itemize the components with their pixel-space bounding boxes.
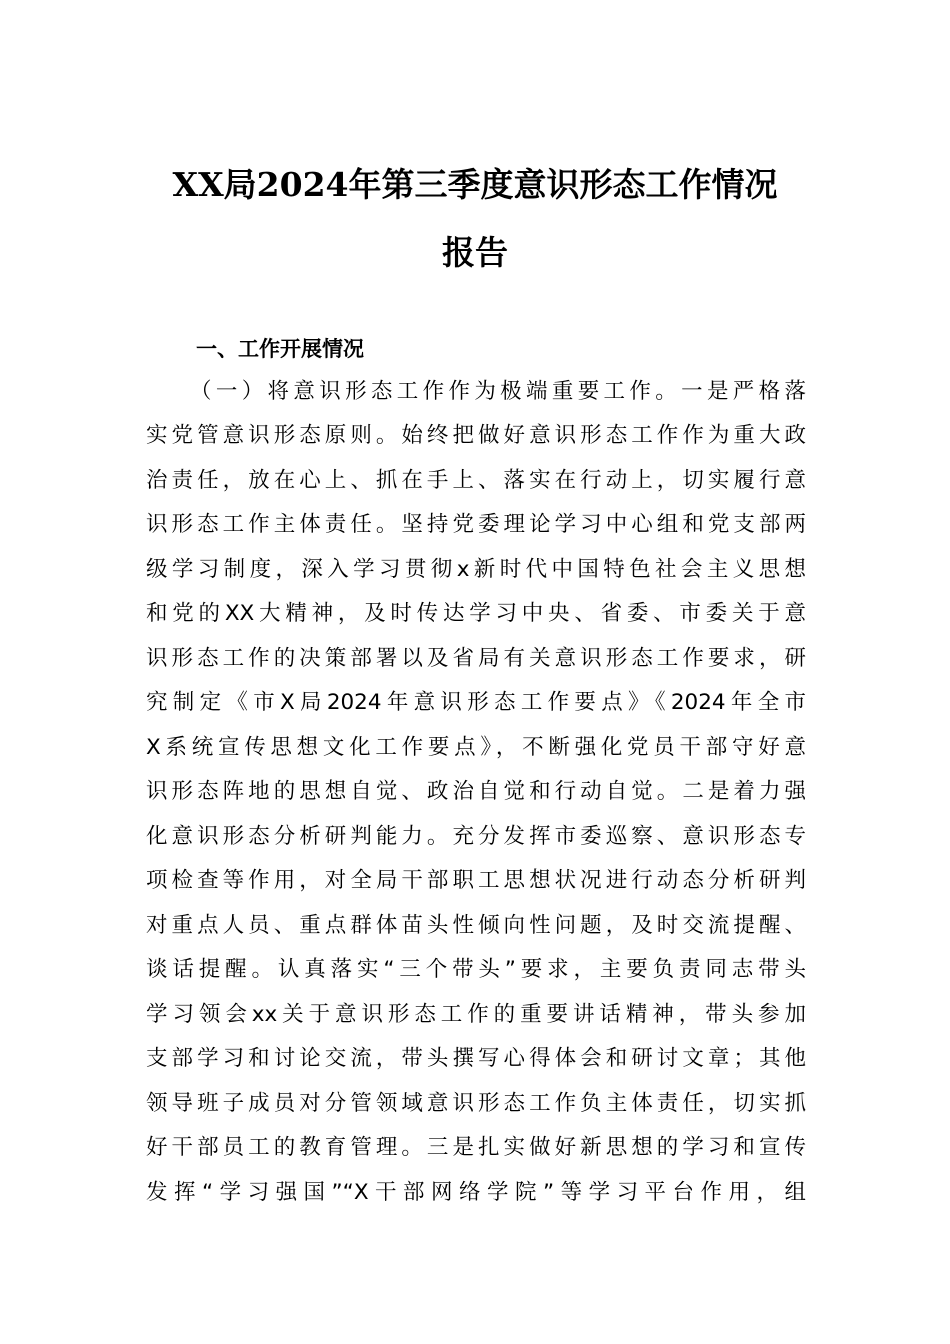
- body-line: 级学习制度，深入学习贯彻x新时代中国特色社会主义思想: [146, 557, 806, 582]
- body-line: 领导班子成员对分管领域意识形态工作负主体责任，切实抓: [146, 1091, 806, 1116]
- body-line: 学习领会xx关于意识形态工作的重要讲话精神，带头参加: [146, 1002, 806, 1027]
- body-line: 支部学习和讨论交流，带头撰写心得体会和研讨文章；其他: [146, 1046, 806, 1071]
- body-line: 究制定《市X局2024年意识形态工作要点》《2024年全市: [146, 690, 806, 715]
- body-line: 实党管意识形态原则。始终把做好意识形态工作作为重大政: [146, 423, 806, 448]
- body-line: 发挥“学习强国”“X干部网络学院”等学习平台作用，组: [146, 1180, 806, 1205]
- body-line: 化意识形态分析研判能力。充分发挥市委巡察、意识形态专: [146, 824, 806, 849]
- body-line: 识形态工作的决策部署以及省局有关意识形态工作要求，研: [146, 646, 806, 671]
- body-line: 识形态工作主体责任。坚持党委理论学习中心组和党支部两: [146, 512, 806, 537]
- body-line: 好干部员工的教育管理。三是扎实做好新思想的学习和宣传: [146, 1135, 806, 1160]
- body-line: 治责任，放在心上、抓在手上、落实在行动上，切实履行意: [146, 468, 806, 493]
- body-line: 识形态阵地的思想自觉、政治自觉和行动自觉。二是着力强: [146, 779, 806, 804]
- document-title-line-1: XX局2024年第三季度意识形态工作情况: [172, 165, 778, 204]
- body-line: （一）将意识形态工作作为极端重要工作。一是严格落: [190, 379, 806, 404]
- body-line: 谈话提醒。认真落实“三个带头”要求，主要负责同志带头: [146, 957, 806, 982]
- body-line: 对重点人员、重点群体苗头性倾向性问题，及时交流提醒、: [146, 913, 806, 938]
- section-heading: 一、工作开展情况: [196, 337, 364, 361]
- body-line: 项检查等作用，对全局干部职工思想状况进行动态分析研判: [146, 868, 806, 893]
- body-line: X系统宣传思想文化工作要点》，不断强化党员干部守好意: [146, 735, 806, 760]
- document-title-line-2: 报告: [442, 233, 508, 272]
- body-line: 和党的XX大精神，及时传达学习中央、省委、市委关于意: [146, 601, 806, 626]
